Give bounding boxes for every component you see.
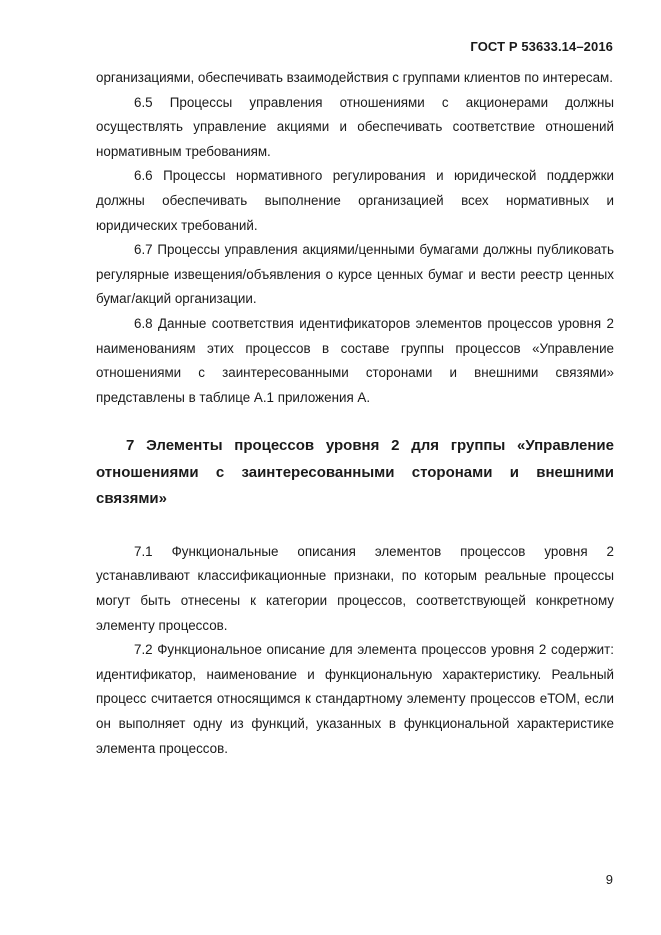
page-body: [96, 66, 614, 761]
section-7-heading: 7 Элементы процессов уровня 2 для группы «Управление отношениями с заинтересованными сторонами и внешними связями»: [96, 437, 614, 508]
document-code-header: ГОСТ Р 53633.14–2016: [470, 39, 613, 54]
paragraph-6-8: 6.8 Данные соответствия идентификаторов элементов процессов уровня 2 наименованиям этих процессов в составе группы процессов «Управление отношениями с заинтересованными сторонами и внешними связями» представлены в таблице А.1 приложения А.: [96, 315, 614, 405]
paragraph-6-7: 6.7 Процессы управления акциями/ценными бумагами должны публиковать регулярные извещения/объявления о курсе ценных бумаг и вести реестр ценных бумаг/акций организации.: [96, 242, 614, 307]
paragraph-continuation: организациями, обеспечивать взаимодействия с группами клиентов по интересам.: [96, 70, 613, 85]
paragraph-7-2: 7.2 Функциональное описание для элемента процессов уровня 2 содержит: идентификатор, наименование и функциональную характеристику. Реальный процесс считается относящимся к стандартному элементу процессов еТОМ, если он выполняет одну из функций, указанных в функциональной характеристике элемента процессов.: [96, 642, 614, 756]
paragraph-6-5: 6.5 Процессы управления отношениями с акционерами должны осуществлять управление акциями и обеспечивать соответствие отношений нормативным требованиям.: [96, 94, 614, 159]
paragraph-7-1: 7.1 Функциональные описания элементов процессов уровня 2 устанавливают классификационные признаки, по которым реальные процессы могут быть отнесены к категории процессов, соответствующей конкретному элементу процессов.: [96, 543, 614, 633]
paragraph-6-6: 6.6 Процессы нормативного регулирования и юридической поддержки должны обеспечивать выполнение организацией всех нормативных и юридических требований.: [96, 168, 614, 233]
page-number: 9: [605, 872, 613, 887]
